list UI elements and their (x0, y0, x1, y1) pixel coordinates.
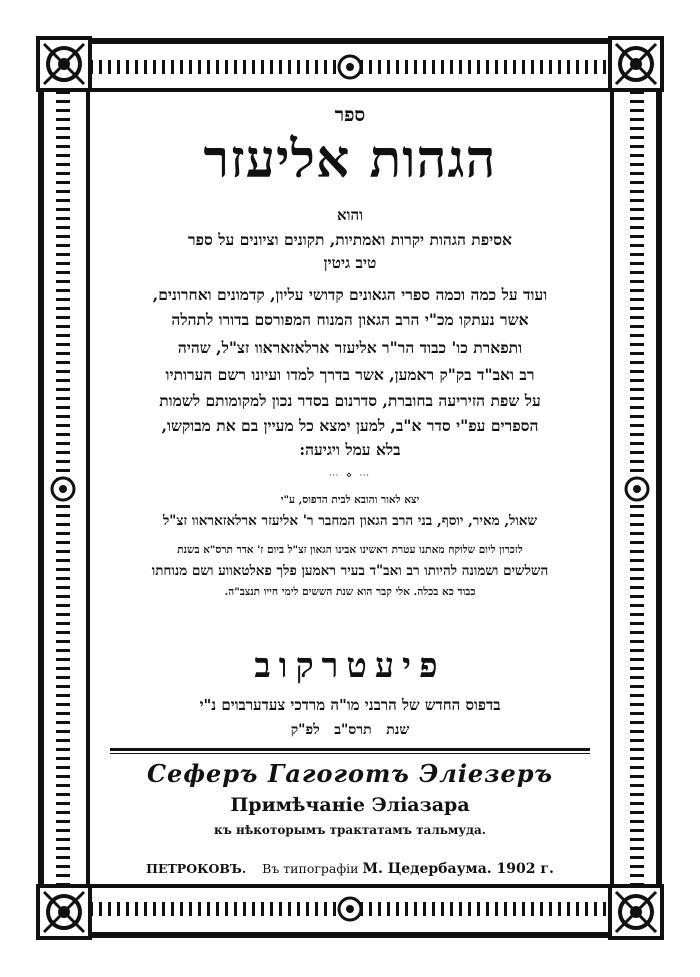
description-line: בלא עמל ויגיעה: (299, 440, 401, 459)
description-line: על שפת הזיריעה בחוברת, סדרנום בסדר נכון למקומותם לשמות (159, 391, 541, 410)
publishers-line: שאול, מאיר, יוסף, בני הרב הגאון המחבר ר' אליעזר ארלאזאראוו זצ"ל (162, 513, 538, 529)
hebrew-year-line: שנת תרס"ב לפ"ק (290, 722, 410, 738)
memorial-line: כבוד כא בכלה. אלי קבר הוא שנת הששים לימי חייו תנצב"ה. (224, 586, 476, 598)
title-page-content (100, 96, 600, 876)
corner-ornament-icon (36, 36, 92, 92)
printer-prefix: Въ типографіи (262, 861, 359, 876)
bottom-center-ornament-icon (337, 896, 363, 922)
description-line: ועוד על כמה וכמה ספרי הגאונים קדושי עליון, קדמונים ואחרונים, (152, 285, 548, 304)
memorial-line: לזכרון ליום שלוקח מאתנו עטרת ראשינו אבינו הגאון זצ"ל ביום ז' אדר תרס"א בשנת (177, 544, 523, 556)
separator-ornament: ⋯ ⋄ ⋯ (328, 470, 372, 481)
hebrew-city: פיעטרקוב (254, 646, 446, 686)
description-line: טיב גיטין (323, 253, 377, 272)
printer-name: М. Цедербаума. 1902 г. (362, 861, 554, 877)
hebrew-press-line: בדפוס החדש של הרבני מו"ה מרדכי צעדערבוים נ"י (199, 696, 501, 714)
description-line: ותפארת כו' כבוד הר"ר אליעזר ארלאזאראוו זצ"ל, שהיה (177, 338, 523, 357)
russian-imprint (100, 861, 600, 877)
divider-rule (110, 753, 590, 754)
sefer-label: ספר (334, 104, 366, 126)
corner-ornament-icon (608, 36, 664, 92)
description-line: אשר נעתקו מכ"י הרב הגאון המנוח המפורסם בדורו לתהלה (171, 310, 529, 329)
left-center-ornament-icon (50, 476, 76, 502)
russian-title: Сеферъ Гагоготъ Эліезеръ (146, 759, 554, 788)
russian-description: къ нѣкоторымъ трактатамъ тальмуда. (214, 823, 486, 837)
description-line: הספרים עפ"י סדר א"ב, למען ימצא כל מעיין בם את מבוקשו, (161, 416, 539, 435)
memorial-line: השלשים ושמונה להיותו רב ואב"ד בעיר ראמען פלך פאלטאווע ושם מנוחתו (151, 563, 549, 579)
top-center-ornament-icon (337, 54, 363, 80)
russian-city: ПЕТРОКОВЪ. (146, 861, 247, 876)
right-center-ornament-icon (624, 476, 650, 502)
russian-subtitle: Примѣчаніе Эліазара (230, 794, 470, 816)
corner-ornament-icon (608, 884, 664, 940)
divider-rule (110, 748, 590, 751)
publisher-intro: יצא לאור והובא לבית הדפוס, ע"י (280, 494, 420, 506)
description-line: רב ואב"ד בק"ק ראמען, אשר בדרך למדו ועיונו רשם הערותיו (165, 365, 535, 384)
description-line: אסיפת הגהות יקרות ואמתיות, תקונים וציונים על ספר (188, 230, 512, 249)
hebrew-title: הגהות אליעזר (203, 129, 497, 190)
vehu-label: והוא (337, 206, 363, 224)
corner-ornament-icon (36, 884, 92, 940)
